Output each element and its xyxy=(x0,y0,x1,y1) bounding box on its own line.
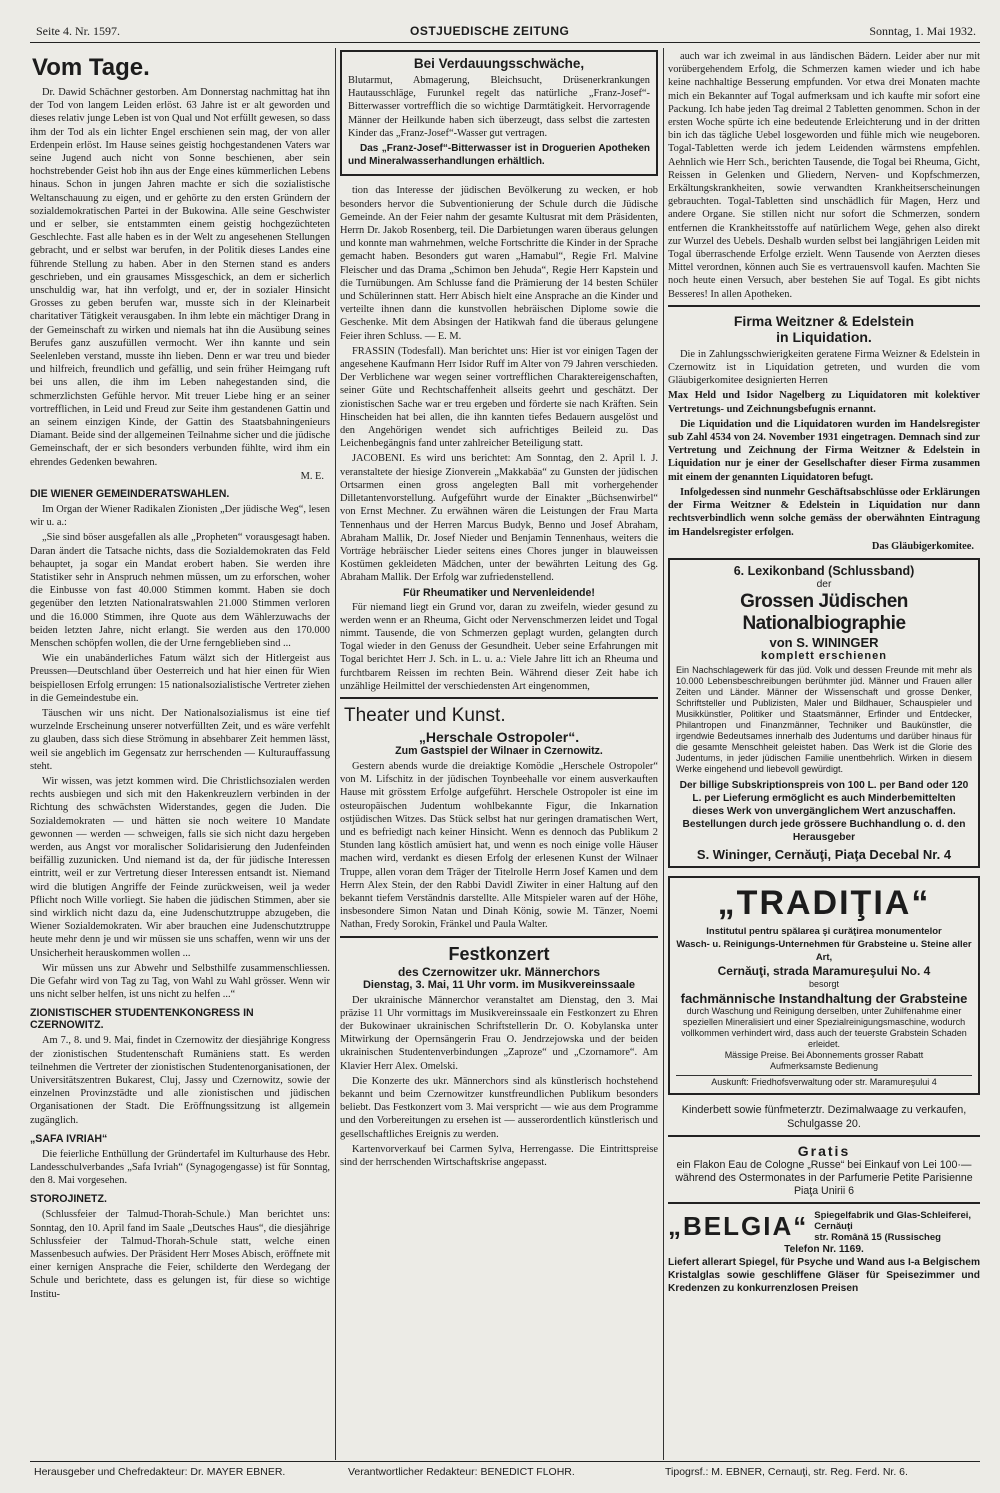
article-paragraph: (Schlussfeier der Talmud-Thorah-Schule.) Man berichtet uns: Sonntag, den 10. April fand im Saale „Deutsches Haus“, die diesjährige Schlussfeier der Talmud-Thorah-Schule statt, welche einen Massenbesuch aufwies. Der Präsident Herr Moses Abisch, eröffnete mit einer kernigen Ansprache die Feier, schilderte den Werdegang der Schule und berichtete, dass es gelungen ist, für diese so wichtige Institu- xyxy=(30,1209,330,1300)
page-number: Seite 4. Nr. 1597. xyxy=(36,24,120,38)
gratis-text: ein Flakon Eau de Cologne „Russe“ bei Einkauf von Lei 100·— während des Ostermonates in der Parfumerie Petite Parisienne Piaţa Unirii 6 xyxy=(675,1158,973,1197)
review-title: „Herschale Ostropoler“. xyxy=(418,728,580,745)
section-divider xyxy=(668,1135,980,1137)
notice-text: Die Liquidation und die Liquidatoren wurden im Handelsregister sub Zahl 4534 von 24. November 1931 eingetragen. Demnach sind zur Vertretung und Zeichnung der Firma Weitzner & Edelstein in Liquidation nur je einer der Gesellschafter dieser Firma zusammen mit einem der genannten Liquidatoren befugt. xyxy=(668,418,980,483)
togal-ad-continued: auch war ich zweimal in aus ländischen Bädern. Leider aber nur mit vorübergehendem Erfolg, die Schmerzen kamen wieder und ich habe keine nachhaltige Besserung empfunden. Vor etwa drei Monaten machte mich ein Bekannter auf Togal aufmerksam und ich kaufte mir sofort eine Packung. Ich habe jeden Tag dreimal 2 Tabletten genommen. Schon in der ersten Woche spürte ich eine bedeutende Erleichterung und in der dritten bin ich das tägliche Uebel losgeworden und fühle mich wie neugeboren. Togal-Tabletten werde ich jedem Leidenden wärmstens empfehlen. Aehnlich wie Herr Sch., berichten Tausende, die Togal bei Rheuma, Gicht, Reissen in Gelenken und Gliedern, Nerven- und Kopfschmerzen, Erkältungskrankheiten, sowie verwandten Krankheitserscheinungen gebrauchten. Togal-Tabletten sind unschädlich für Magen, Herz und andere Organe. Sie stillen nicht nur sofort die Schmerzen, sondern entfernen die Krankheitsstoffe auf natürlichem Wege, gehen also direkt zur Wurzel des Uebels. Deshalb wurden selbst bei langjährigen Leiden mit Togal überraschende Erfolge erzielt. Wenn Tausende von Aerzten dieses Mittel verordnen, können auch Sie es vertrauensvoll kaufen. Machten Sie noch heute einen Versuch, aber bestehen Sie auf Togal. Es gibt nichts Besseres! In allen Apotheken. xyxy=(668,51,980,300)
advertisement-belgia xyxy=(668,1210,980,1243)
printer-credit: Tipogrsf.: M. EBNER, Cernauţi, str. Reg. Ferd. Nr. 6. xyxy=(665,1466,908,1478)
article-paragraph: Die feierliche Enthüllung der Gründertafel im Kulturhause des Hebr. Landesschulverbandes „Safa Ivriah“ (Synagogengasse) ist für Sonntag, den 8. Mai vorgesehen. xyxy=(30,1148,330,1187)
newspaper-title: OSTJUEDISCHE ZEITUNG xyxy=(410,24,570,38)
column-left xyxy=(30,50,330,1455)
section-title-theater: Theater und Kunst. xyxy=(344,704,506,726)
gratis-heading: Gratis xyxy=(797,1142,851,1159)
article-paragraph: Im Organ der Wiener Radikalen Zionisten „Der jüdische Weg“, lesen wir u. a.: xyxy=(30,503,330,529)
review-subtitle: Zum Gastspiel der Wilnaer in Czernowitz. xyxy=(395,744,603,757)
ad-text: Mässige Preise. Bei Abonnements grosser Rabatt Aufmerksamste Bedienung xyxy=(724,1049,924,1071)
notice-title: Firma Weitzner & Edelstein xyxy=(733,312,915,329)
section-divider xyxy=(668,1202,980,1204)
article-obituary: Dr. Dawid Schächner gestorben. Am Donnerstag nachmittag hat ihn der Tod von langem Leiden erlöst. 63 Jahre ist er alt geworden und dieses relativ junge Leben ist von Qual und Not erfüllt gewesen, so dass ihm der Tod als ein lichter Engel erschienen sein mag, der von aller Erdenpein erlöst. Im Hause seines geistig hochgestandenen Vaters war seine Jugend auch nicht von Sonne beschienen, aber sein hochstrebender Geist hob ihn aus der Enge eines kümmerlichen Lebens hinaus. Schon in jungen Jahren machte er sich die sozialistische Weltanschauung zu eigen, und er gehörte zu den ersten Gründern der sozialdemokratischen Partei in der Bukowina. Alle seine Geschwister und er selber, sie entstammten einem geistig hochgezüchteten Geschlechte. Fast alle haben es in der Welt zu angesehenen Stellungen gebracht, und er selbst war berufen, in der Politik dieses Landes eine führende Stellung zu haben. Aber in den Sternen stand es anders geschrieben, und ein grausames Missgeschick, an dem er sicherlich unschuldig war, hat ihn verfolgt, und er, der in sozialer Hinsicht Grosses zu geben berufen war, musste sich in der Kleinarbeit charitativer Tätigkeit verausgaben. In ihm lebte ein mächtiger Drang in der Gemeinschaft zu wirken und niemals hat ihn die Ausübung seines Berufes ganz auszufüllen vermocht. Wer ihn kannte und sein Seelenleben verstand, musste ihn lieben. Denn er war treu und bieder und hilfreich, freundlich und gefällig, und sein früher Heimgang ruft bei uns allen, die ihm im Leben nahegestanden sind, die schmerzlichsten Gefühle hervor. Mit treuer Liebe hing er an seiner vortrefflichen, in Leid und Freud zur Seite ihm gestandenen Gattin und an seinem einzigen Kinde, der Gattin des Staatsbahningenieurs Diamant. Beide sind der allgemeinen Teilnahme sicher und die jüdische Gemeinschaft, der er sich besonders verbunden fühlte, wird ihm ein ehrendes Gedenken bewahren. xyxy=(30,87,330,468)
ad-address: Cernăuţi, strada Maramureşului No. 4 xyxy=(717,963,931,978)
concert-title: Festkonzert xyxy=(448,943,550,964)
ad-line: der xyxy=(816,578,832,590)
advertisement-traditia xyxy=(668,876,980,1095)
section-divider xyxy=(340,936,658,938)
review-text: Gestern abends wurde die dreiaktige Komödie „Herschele Ostropoler“ von M. Lifschitz in der jüdischen Toynbeehalle vor einem ausverkauften Hause mit grösstem Erfolge aufgeführt. Herschele Ostropoler ist eine im osteuropäischen Judentum wohlbekannte Figur, die Inkarnation ostjüdischen Witzes. Das Stück selbst hat nur geringen dramatischen Wert, und es befriedigt nach keiner Hinsicht. Wenn es dennoch das Publikum 2 Stunden lang köstlich amüsiert hat, und wenn es noch einige volle Häuser machen wird, verdankt es diesen Erfolg der erlesenen Kunst der Wilnaer Truppe, allen voran dem Träger der Titelrolle Herrn Josef Kamen und dem Herrn Alex Stein, der den Rabbi Davidl Ziwiter in einer Haltung auf den bekannt tiefem Verständnis darstellte. Alle Mitspieler waren auf der Höhe, insbesondere Simon Natan und Dinah König, sowie M. Tänzer, Noemi Nathan, Fredy Sorokin, Fränkel und Paula Walter. xyxy=(340,760,658,931)
ad-text: durch Waschung und Reinigung derselben, unter Zuhilfenahme einer speziellen Mineralisiert und einer Spezialreinigungsmaschine, wodurch vollkommen verhindert wird, dass auch der teuerste Grabstein Schaden erleidet. xyxy=(681,1005,967,1049)
advertisement-franz-josef xyxy=(340,50,658,176)
concert-text: Der ukrainische Männerchor veranstaltet am Dienstag, den 3. Mai präzise 11 Uhr vormittags im Musikvereinssaale ein Festkonzert zu Ehren der Bukowinaer ukrainischen Schriftstellerin Dr. O. Kobylanska unter Mitwirkung der Opernsängerin Frau O. Jendrzejowska und der beiden ukrainischen Studentenverbindungen „Zaproze“ und „Czornamore“. Am Klavier Herr Alex. Omelski. xyxy=(340,994,658,1072)
issue-date: Sonntag, 1. Mai 1932. xyxy=(869,24,976,38)
column-divider xyxy=(663,48,664,1460)
article-jacobeni: JACOBENI. Es wird uns berichtet: Am Sonntag, den 2. April l. J. veranstaltete der hiesige Zionverein „Makkabäa“ zu Gunsten der jüdischen Ortsarmen einen gross angelegten Ball mit vorhergehender Dilletantenvorstellung. Aufgeführt wurde der Einakter „Büchsenwirbel“ von Ernst Mechner. Zu erwähnen wären die Leistungen der Frau Marta Tennenhaus und der Herren Marcus Budyk, Benno und Josef Abraham, Abraham Mallik, Dr. Josef Nieder und Benjamin Tennenhaus, weiters die Vorträge hebräischer Lieder seitens eines Chores junger in blauweissen Kostümen gekleideten Mädchen, unter der bewährten Leitung des Gg. Abraham Mallik. Der Erfolg war zufriedenstellend. xyxy=(340,453,658,584)
ad-line: komplett erschienen xyxy=(761,649,887,662)
ad-text: Der billige Subskriptionspreis von 100 L. per Band oder 120 L. per Lieferung ermöglicht es auch Minderbemittelten dieses Werk von unvergänglichem Wert anzuschaffen. Bestellungen durch jede grössere Buchhandlung o. d. den Herausgeber xyxy=(679,779,969,843)
advertisement-lexikon xyxy=(668,558,980,868)
article-paragraph: tion das Interesse der jüdischen Bevölkerung zu wecken, er hob besonders hervor die Subventionierung der Schule durch die Jüdische Gemeinde. An der Feier nahm der gesamte Kultusrat mit dem Präsidenten, Herrn Dr. Jakob Rosenberg, teil. Die Darbietungen waren überaus gelungen und konnte man wahrnehmen, welche Fortschritte die Kinder in der Sprache gemacht haben. Besonders gut waren „Hamabul“, Regie Frl. Malvine Fleischer und das Drama „Schimon ben Jehuda“, Regie Herr Kapstein und die Turnübungen. Am Schlusse fand die Prämierung der 14 besten Schüler und Schülerinnen statt. Herr Abisch hielt eine Ansprache an die Kinder und verteilte ihnen dann die kunstvollen hebräischen Diplome sowie die Geschenke. Mit dem Absingen der Hatikwah fand die überaus gelungene Feier ihren Schluss. — E. M. xyxy=(340,185,658,342)
article-paragraph: Wir wissen, was jetzt kommen wird. Die Christlichsozialen werden rechts ausbiegen und sich mit den Hakenkreuzlern verbinden in der Richtung des schwächsten Widerstandes, gegen die Juden. Die Sozialdemokraten — und hätten sie noch weitere 10 Mandate gewonnen — werden — schweigen, falls sie sich nicht dazu hergeben werden, aus Angst vor moralischer Solidarisierung den Judenfeinden beifällig zuzunicken. Und niemand ist da, der für jüdische Interessen eintritt, weil er zur Vertretung dieser Interessen entsandt ist. Niemand wird die blutigen Angriffe der Feinde zurückweisen, weil ja weder Pflicht noch Wille vorliegt. Sie haben die jüdischen Stimmen, aber sie sind wirklich nicht dazu da, eine Judenschutztruppe abzugeben, die Wiener Sozialdemokraten. Wir aber brauchen eine Judenschutztruppe heute mehr denn je und wir müssen sie uns schaffen, wenn wir uns der Unsicherheit herauskommen wollen ... xyxy=(30,775,330,959)
page-footer xyxy=(30,1461,980,1482)
publisher-credit: Herausgeber und Chefredakteur: Dr. MAYER EBNER. xyxy=(34,1466,286,1478)
column-divider xyxy=(335,48,336,1460)
article-heading: ZIONISTISCHER STUDENTENKONGRESS IN CZERNOWITZ. xyxy=(30,1007,254,1032)
ad-title: „TRADIŢIA“ xyxy=(717,883,931,922)
page-header xyxy=(30,16,980,43)
ad-line: Institutul pentru spălarea şi curăţirea monumentelor xyxy=(706,925,942,937)
column-right xyxy=(668,50,980,1455)
notice-text: Max Held und Isidor Nagelberg zu Liquidatoren mit kolektiver Vertretungs- und Zeichnungsbefugnis ernannt. xyxy=(668,390,980,415)
section-title: Vom Tage. xyxy=(32,54,150,81)
concert-text: Kartenvorverkauf bei Carmen Sylva, Herrengasse. Die Eintrittspreise sind der herrschenden Wirtschaftskrise angepasst. xyxy=(340,1143,658,1169)
column-middle xyxy=(340,50,658,1455)
concert-text: Die Konzerte des ukr. Männerchors sind als künstlerisch hochstehend bekannt und beim Czernowitzer kunstfreundlichen Publikum besonders beliebt. Das Festkonzert vom 3. Mai verspricht — wie aus dem Programme und den Vorbereitungen zu ersehen ist — ausserordentlich künstlerisch und gesellschaftliches Ereignis zu werden. xyxy=(340,1075,658,1140)
article-frassin: FRASSIN (Todesfall). Man berichtet uns: Hier ist vor einigen Tagen der angesehene Kaufmann Herr Isidor Ruff im Alter von 79 Jahren verschieden. Der Verblichene war wegen seiner vortrefflichen Charaktereigenschaften, seiner Güte und Rechtschaffenheit allseits geehrt und geschätzt. Der zionistischen Sache war er treu ergeben und förderte sie nach Kräften. Sein Hinscheiden hat bei allen, die ihn kannten tiefes Bedauern ausgelöst und den Angehörigen wendet sich aufrichtiges Beileid zu. Das Leichenbegängnis fand unter zahlreicher Beteiligung statt. xyxy=(340,345,658,450)
ad-line: Wasch- u. Reinigungs-Unternehmen für Grabsteine u. Steine aller Art, xyxy=(676,938,972,963)
ad-line: 6. Lexikonband (Schlussband) xyxy=(733,563,915,578)
concert-date: Dienstag, 3. Mai, 11 Uhr vorm. im Musikvereinssaale xyxy=(362,978,636,991)
ad-phone: Telefon Nr. 1169. xyxy=(784,1243,864,1255)
ad-text: Ein Nachschlagewerk für das jüd. Volk und dessen Freunde mit mehr als 10.000 Lebensbeschreibungen berühmter jüd. Männer und Frauen aller Zeiten und Länder. Männer der Wissenschaft und grosse Denker, Schriftsteller und Publizisten, Maler und Bildhauer, Schauspieler und Musikkünstler, Politiker und Staatsmänner, Erfinder und Entdecker, Philantropen und Finanzmänner, Techniker und Baukünstler, die irgendwie Bedeutsames innerhalb des Judentums und darüber hinaus für die gesamte Menschheit geleistet haben. Das Werk ist die Glorie des Judentums, in jeder jüdischen Familie unentbehrlich. Wirken in diesem Werke eingehend und liebevoll gewürdigt. xyxy=(676,664,972,774)
ad-text: Auskunft: Friedhofsverwaltung oder str. Maramureşului 4 xyxy=(676,1075,972,1089)
ad-text: Liefert allerart Spiegel, für Psyche und Wand aus I-a Belgischem Kristalglas sowie geschliffene Gläser für Speisezimmer und Kredenzen zu konkurrenzlosen Preisen xyxy=(668,1256,980,1294)
notice-text: Die in Zahlungsschwierigkeiten geratene Firma Weizner & Edelstein in Czernowitz ist in Liquidation getreten, und wurden die vom Gläubigerkomitee designierten Herren xyxy=(668,348,980,387)
notice-text: Infolgedessen sind nunmehr Geschäftsabschlüsse oder Erklärungen der Firma Weitzner & Edelstein in Liquidation nur dann rechtsverbindlich wenn solche gemäss der oberwähnten Eintragung im Handelsregister erfolgen. xyxy=(668,486,980,538)
togal-ad-heading: Für Rheumatiker und Nervenleidende! xyxy=(403,586,595,599)
ad-title: Bei Verdauungsschwäche, xyxy=(413,56,585,71)
ad-address: S. Wininger, Cernăuţi, Piaţa Decebal Nr. 4 xyxy=(696,846,952,862)
concert-subtitle: des Czernowitzer ukr. Männerchors xyxy=(397,964,601,979)
article-heading: DIE WIENER GEMEINDERATSWAHLEN. xyxy=(30,487,230,500)
ad-text: Blutarmut, Abmagerung, Bleichsucht, Drüsenerkrankungen Hautausschläge, Furunkel regelt das natürliche „Franz-Josef“-Bitterwasser vortrefflich die so wichtige Darmtätigkeit. Hervorragende Männer der Heilkunde haben sich überzeugt, dass selbst die zartesten Kinder das „Franz-Josef“-Wasser gut vertragen. xyxy=(348,75,650,139)
section-divider xyxy=(340,697,658,699)
ad-text: Das „Franz-Josef“-Bitterwasser ist in Droguerien Apotheken und Mineralwasserhandlungen erhältlich. xyxy=(348,143,650,168)
ad-line: von S. WININGER xyxy=(769,634,879,650)
notice-signature: Das Gläubigerkomitee. xyxy=(871,540,974,552)
article-paragraph: Täuschen wir uns nicht. Der Nationalsozialismus ist eine tief wurzelnde Erscheinung unserer notverfüllten Zeit, und es wäre verfehlt zu glauben, dass sich diese Strömung in absehbarer Zeit hemmen lässt, weil sie angeblich im Gegensatz zur herrschenden — Kulturauffassung steht. xyxy=(30,707,330,772)
editor-credit: Verantwortlicher Redakteur: BENEDICT FLOHR. xyxy=(348,1466,575,1478)
article-paragraph: „Sie sind böser ausgefallen als alle „Propheten“ vorausgesagt haben. Daran ändert die Tatsache nichts, dass die Sozialdemokraten das Feld behauptet, ja sogar ein Mandat erobert haben. Sie werden ihre Statistiker sehr in Anspruch nehmen müssen, um zu erforschen, woher die Einbusse von fast 40.000 Stimmen kommt. Haben sie doch gegenüber den letzten Nationalratswahlen 21.000 Stimmen verloren und die 16.000 Stimmen, ihre Quote aus dem Wählerzuwachs der beiden letzten Jahre, nicht erlangt. Sie werden aus den 170.000 Menschen schöpfen wollen, die der Urne ferngeblieben sind ... xyxy=(30,532,330,649)
ad-title: „BELGIA“ xyxy=(668,1210,809,1241)
article-paragraph: Am 7., 8. und 9. Mai, findet in Czernowitz der diesjährige Kongress der zionistischen Studentenschaft Rumäniens statt. Es werden teilnehmen die Vertreter der zionistischen Studentenorganisationen, der Universitätszentren Bukarest, Cluj, Jassy und Czernowitz, sowie der einzelnen Provinzstädte und alle zionistischen und jüdischen Organisationen der Stadt. Die Eröffnungssitzung ist allgemein zugänglich. xyxy=(30,1035,330,1126)
ad-title: Grossen Jüdischen Nationalbiographie xyxy=(740,590,908,634)
togal-ad-text: Für niemand liegt ein Grund vor, daran zu zweifeln, wieder gesund zu werden wenn er an Rheuma, Gicht oder Nervenschmerzen leidet und Togal nimmt. Tausende, die von Schmerzen geplagt wurden, gelangten durch Togal wieder in den Genuss der Gesundheit. Ueber seine Erfahrungen mit Togal berichtet Herr J. Sch. in L. u. a.: Viele Jahre litt ich an Rheuma und furchtbarem Reissen im rechten Bein. Während dieser Zeit habe ich unzählige Heilmittel der verschiedensten Art eingenommen, xyxy=(340,601,658,692)
notice-title: in Liquidation. xyxy=(776,328,872,345)
ad-line: Spiegelfabrik und Glas-Schleiferei, Cernăuţi str. Română 15 (Russischeg xyxy=(814,1209,972,1243)
ad-line: besorgt xyxy=(808,978,840,989)
article-heading: „SAFA IVRIAH“ xyxy=(30,1132,108,1145)
article-heading: STOROJINETZ. xyxy=(30,1193,107,1206)
classified-ad: Kinderbett sowie fünfmeterztr. Dezimalwaage zu verkaufen, Schulgasse 20. xyxy=(681,1103,967,1130)
article-paragraph: Wie ein unabänderliches Fatum wälzt sich der Hitlergeist aus Preussen—Deutschland über Oesterreich und hat hier einen für Wien beispiellosen Erfolg errungen: 15 nationalsozialistische Vertreter ziehen in die Gemeindestube ein. xyxy=(30,653,330,704)
section-divider xyxy=(668,305,980,307)
article-paragraph: Wir müssen uns zur Abwehr und Selbsthilfe zusammenschliessen. Die Gefahr wird von Tag zu Tag, von Wahl zu Wahl grösser. Wenn wir uns nicht selber helfen, ist uns nicht zu helfen ...“ xyxy=(30,962,330,1001)
ad-line: fachmännische Instandhaltung der Grabsteine xyxy=(680,990,968,1006)
author-signature: M. E. xyxy=(300,470,324,482)
